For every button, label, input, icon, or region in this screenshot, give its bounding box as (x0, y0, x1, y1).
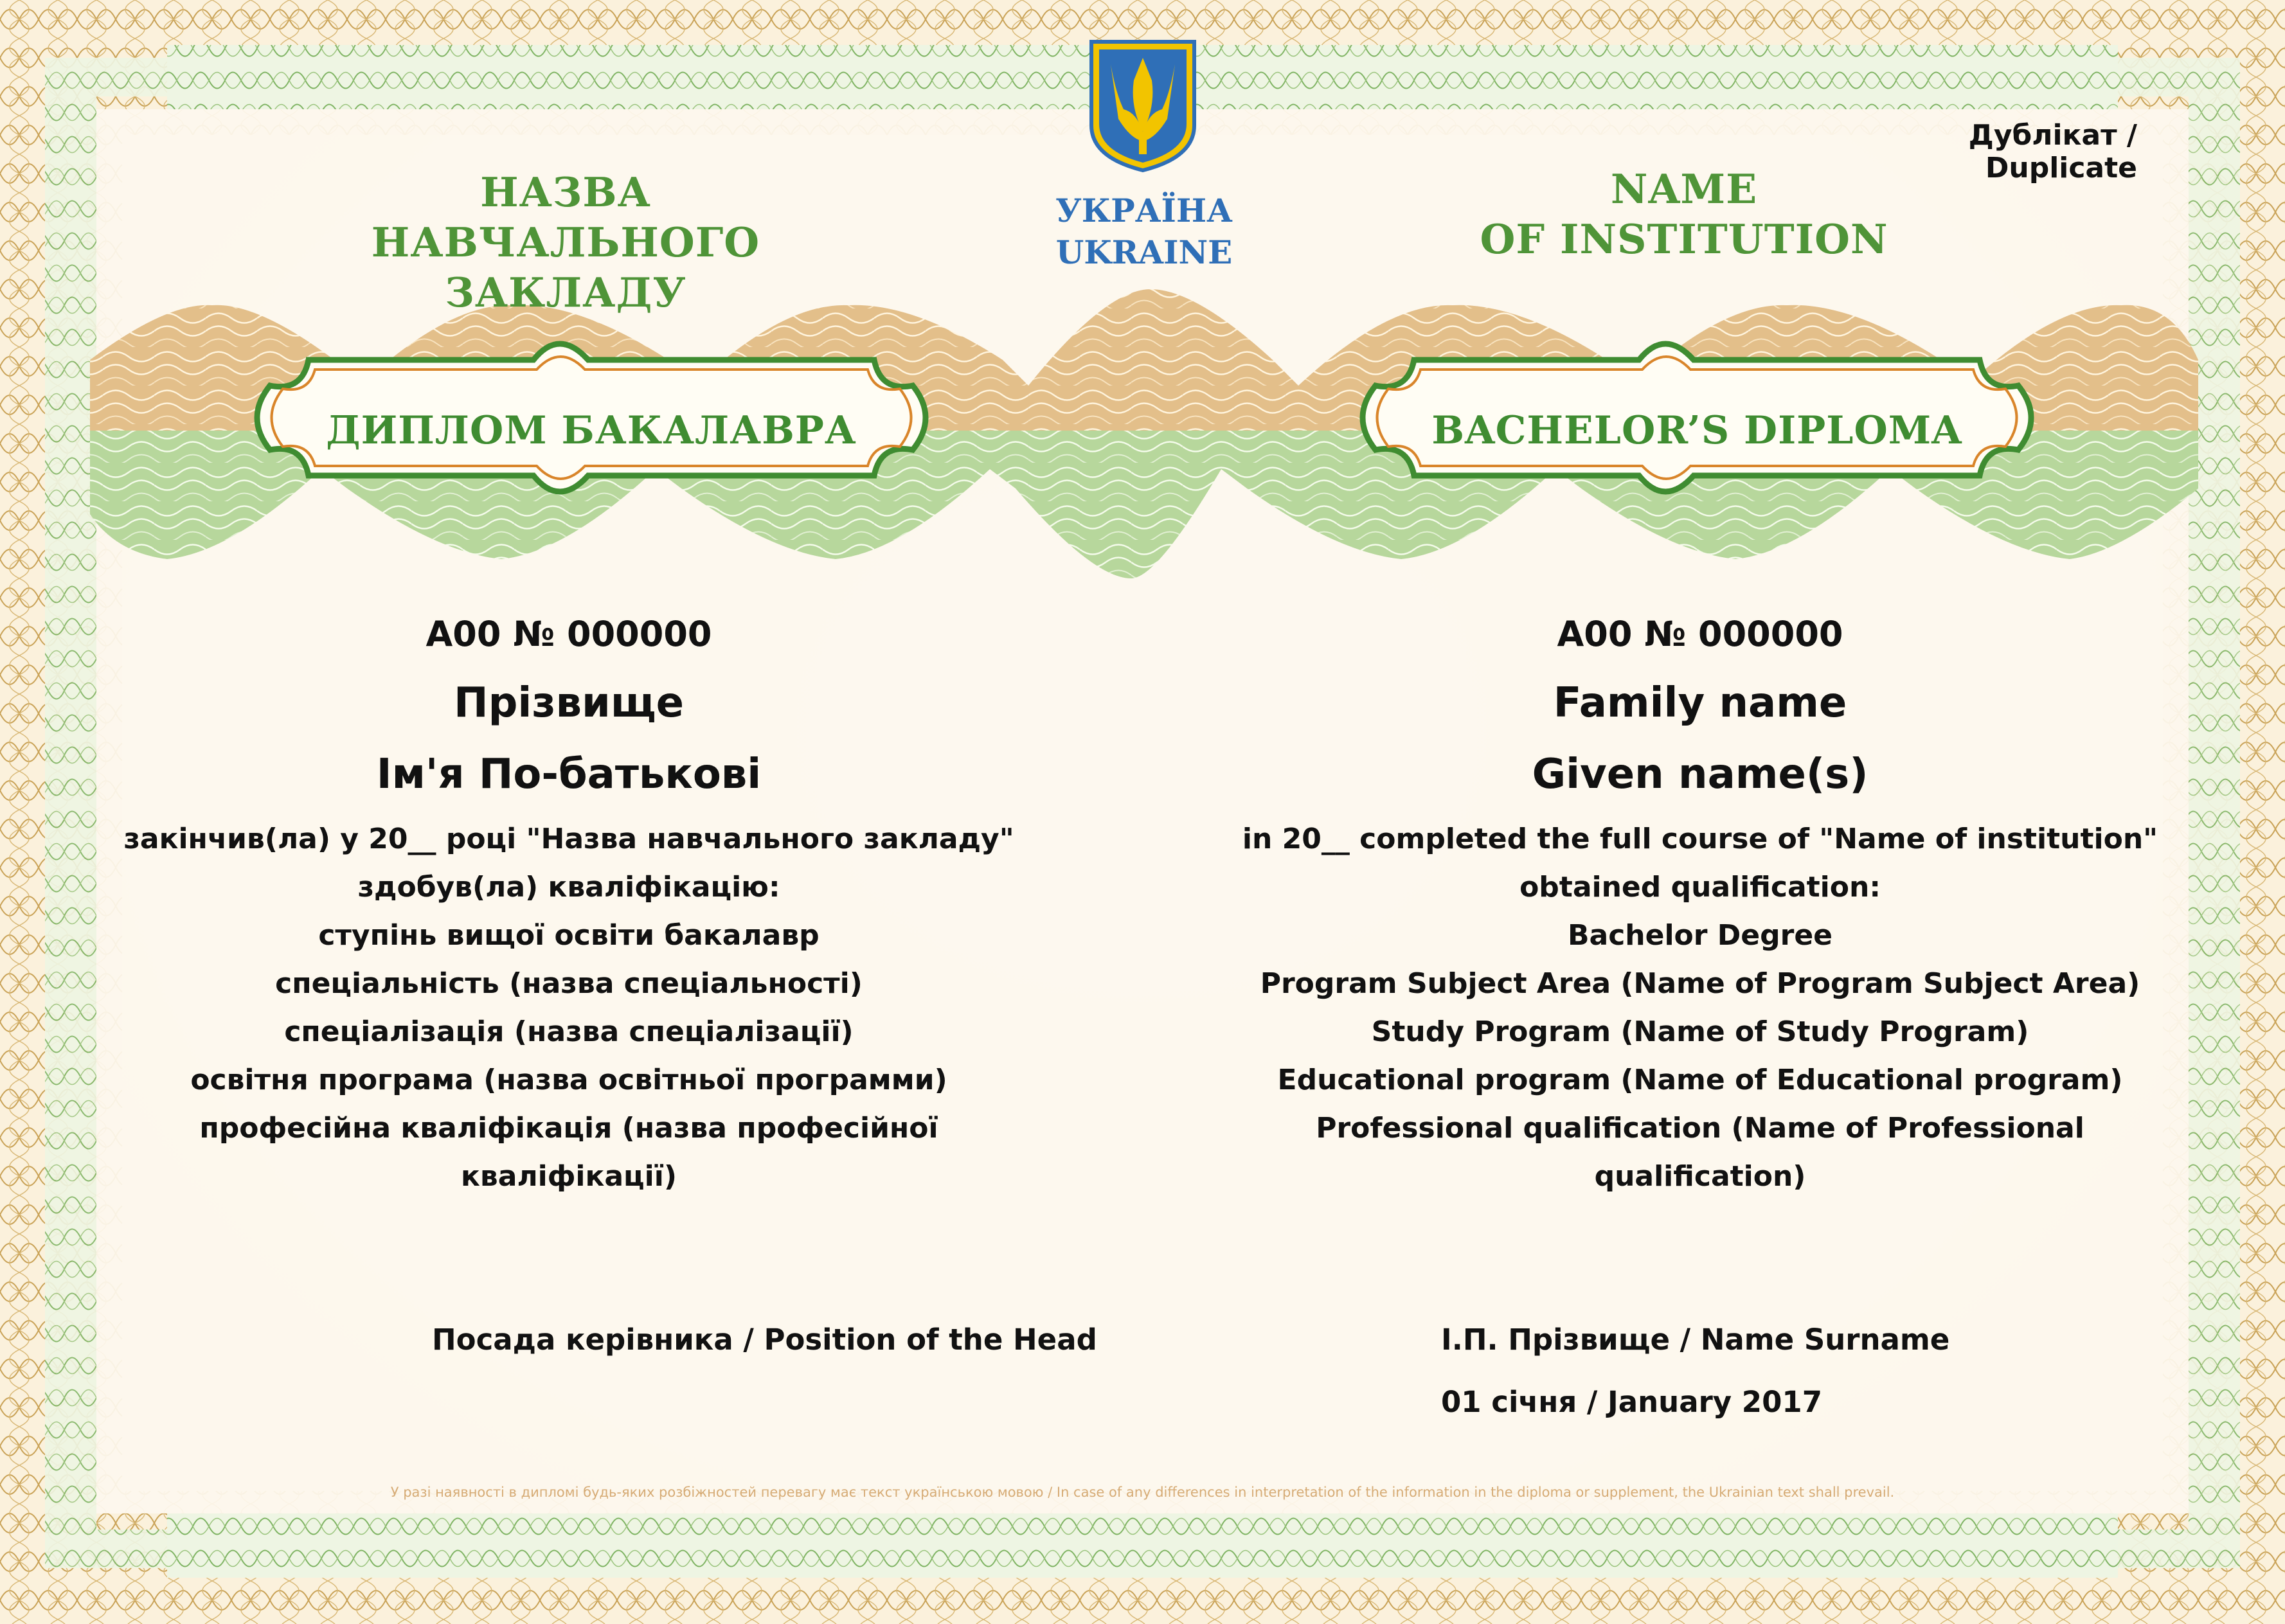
institution-title-uk-line1: НАЗВА (480, 168, 651, 216)
body-line-uk: закінчив(ла) у 20__ році "Назва навчального закладу" (123, 823, 1014, 855)
body-line-uk: кваліфікації) (461, 1160, 677, 1193)
body-line-en: obtained qualification: (1519, 871, 1881, 904)
serial-number-uk: А00 № 000000 (426, 614, 712, 654)
language-disclaimer: У разі наявності в дипломі будь-яких розбіжностей перевагу має текст українською мовою / In case of any differences in interpretation of the information in the diploma or supplement, the Ukrainian text shall prevail. (390, 1485, 1895, 1500)
right-column (1241, 614, 2160, 1200)
body-line-en: Bachelor Degree (1567, 919, 1833, 952)
institution-title-uk (244, 167, 887, 317)
body-line-en: Study Program (Name of Study Program) (1371, 1015, 2029, 1048)
institution-title-uk-line2: НАВЧАЛЬНОГО ЗАКЛАДУ (371, 219, 760, 316)
diploma-title-en: BACHELOR’S DIPLOMA (1431, 408, 1962, 453)
body-line-uk: спеціалізація (назва спеціалізації) (284, 1015, 854, 1048)
surname-en: Family name (1553, 679, 1847, 727)
surname-uk: Прізвище (454, 679, 684, 727)
body-line-en: Professional qualification (Name of Professional (1316, 1112, 2084, 1145)
institution-title-en-line1: NAME (1610, 165, 1758, 213)
duplicate-label: Дублікат / Duplicate (1968, 119, 2137, 184)
body-line-en: in 20__ completed the full course of "Name of institution" (1242, 823, 2158, 855)
head-name: І.П. Прізвище / Name Surname (1441, 1323, 1950, 1357)
body-line-uk: здобув(ла) кваліфікацію: (357, 871, 780, 904)
serial-number-en: А00 № 000000 (1557, 614, 1843, 654)
body-line-en: Educational program (Name of Educational program) (1277, 1064, 2123, 1096)
given-name-en: Given name(s) (1532, 751, 1868, 798)
body-line-en: qualification) (1594, 1160, 1806, 1193)
issue-date: 01 січня / January 2017 (1441, 1385, 1823, 1419)
body-line-uk: освітня програма (назва освітньої программи) (190, 1064, 947, 1096)
trident-coat-of-arms-icon (1085, 35, 1201, 174)
body-line-uk: професійна кваліфікація (назва професійної (199, 1112, 938, 1145)
given-name-uk: Ім'я По-батькові (376, 751, 762, 798)
institution-title-en-line2: OF INSTITUTION (1480, 215, 1888, 263)
body-line-uk: спеціальність (назва спеціальності) (275, 967, 863, 1000)
body-line-uk: ступінь вищої освіти бакалавр (318, 919, 820, 952)
country-name-uk: УКРАЇНА (1055, 192, 1233, 229)
country-name-en: UKRAINE (1055, 233, 1233, 271)
diploma-title-uk: ДИПЛОМ БАКАЛАВРА (326, 408, 857, 453)
body-line-en: Program Subject Area (Name of Program Subject Area) (1260, 967, 2140, 1000)
left-column (116, 614, 1022, 1200)
head-position: Посада керівника / Position of the Head (432, 1323, 1097, 1357)
institution-title-en (1382, 164, 1986, 264)
